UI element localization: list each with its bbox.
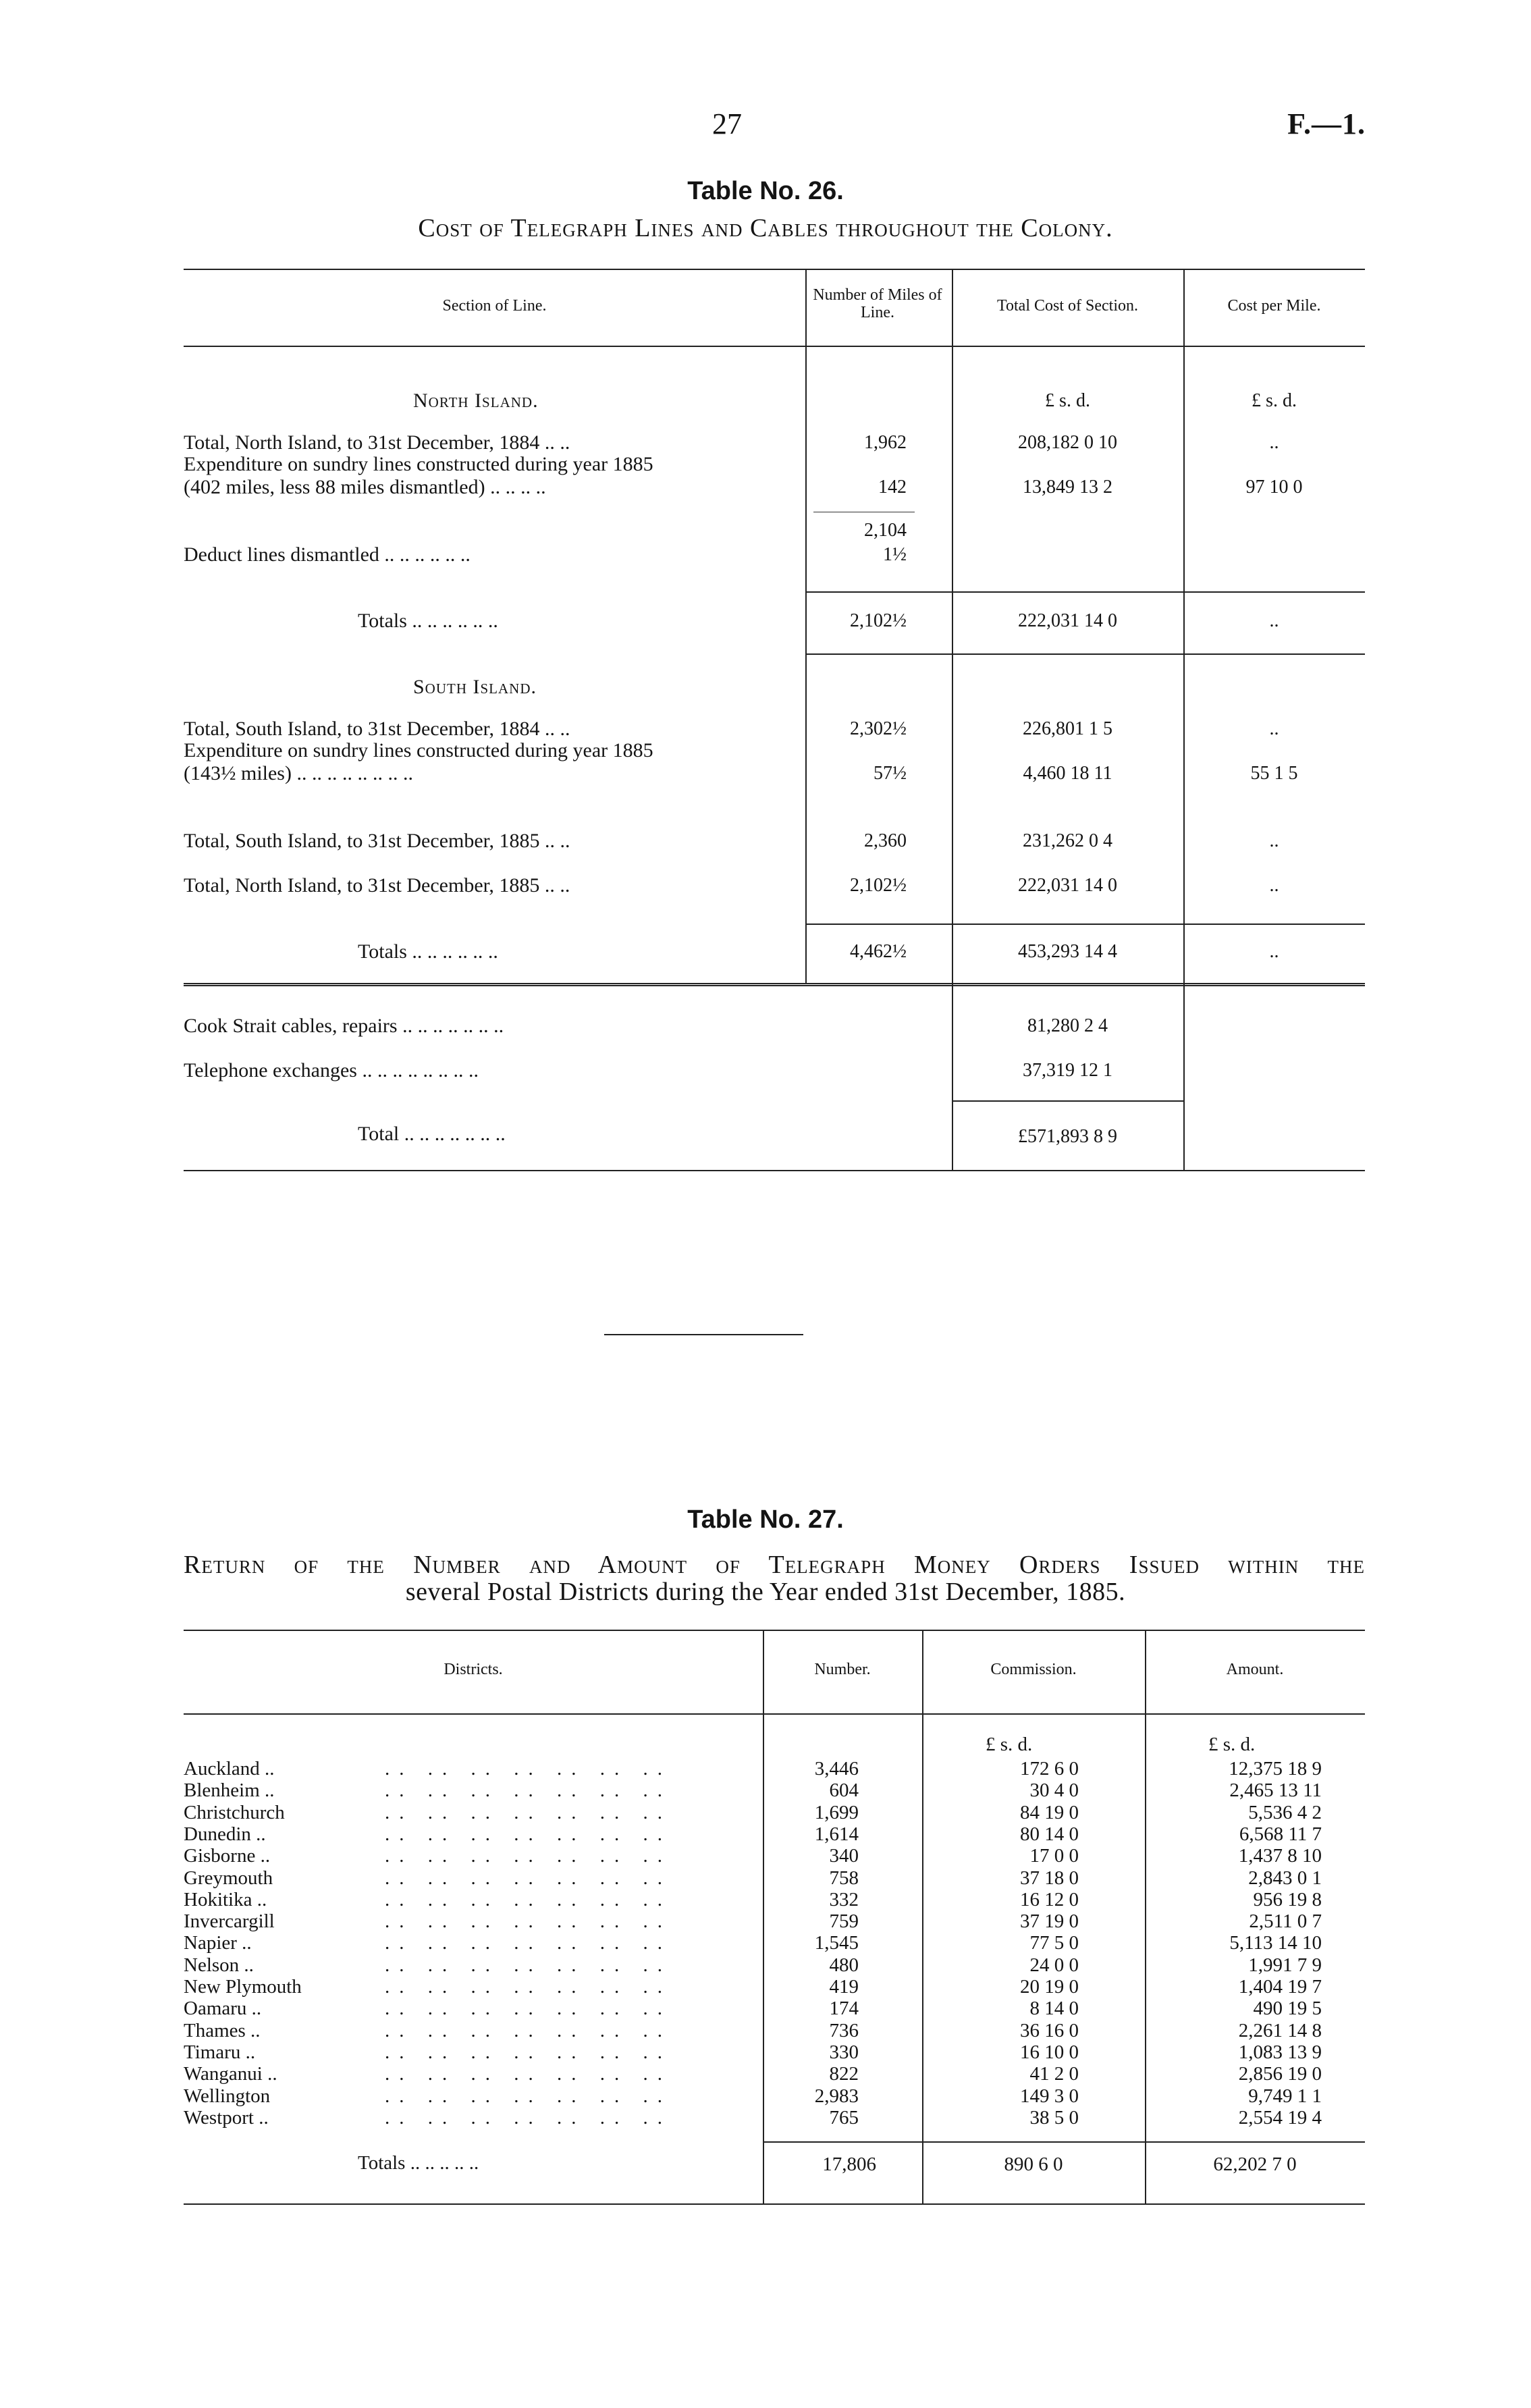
table27-totals-rule: [763, 2141, 1365, 2143]
amount-cell: 12,375 18 9: [1229, 1758, 1322, 1780]
per-mile-cell: ..: [1269, 610, 1279, 631]
table27-header-rule: [184, 1713, 1365, 1715]
per-mile-cell: ..: [1269, 875, 1279, 896]
totals-commission: 890 6 0: [1004, 2153, 1063, 2175]
row-label: Cook Strait cables, repairs .. .. .. .. .. .. ..: [184, 1015, 504, 1037]
table27-subtitle-line2: several Postal Districts during the Year ended 31st December, 1885.: [405, 1578, 1126, 1606]
number-cell: 1,614: [814, 1823, 859, 1845]
amount-cell: 1,404 19 7: [1238, 1976, 1322, 1998]
row-label: Total, North Island, to 31st December, 1884 .. ..: [184, 431, 570, 454]
per-mile-cell: 55 1 5: [1250, 763, 1298, 784]
amount-cell: 956 19 8: [1253, 1889, 1322, 1910]
amount-cell: 5,113 14 10: [1229, 1932, 1322, 1954]
number-cell: 332: [829, 1889, 859, 1910]
cost-cell: 231,262 0 4: [1023, 830, 1112, 851]
table26-double-rule: [184, 983, 1365, 986]
row-label: Telephone exchanges .. .. .. .. .. .. .. ..: [184, 1059, 479, 1081]
number-cell: 480: [829, 1954, 859, 1976]
table27-bottom-rule: [184, 2203, 1365, 2205]
dot-leader: .. .. .. .. .. .. ..: [385, 1976, 672, 1998]
commission-cell: 37 19 0: [1020, 1910, 1079, 1932]
district-name: Oamaru ..: [184, 1998, 262, 2019]
cost-cell: 4,460 18 11: [1023, 763, 1112, 784]
commission-cell: 41 2 0: [1029, 2063, 1079, 2085]
district-name: Hokitika ..: [184, 1889, 267, 1910]
commission-cell: 77 5 0: [1029, 1932, 1079, 1954]
grand-total-label: Total .. .. .. .. .. .. ..: [358, 1123, 506, 1145]
number-cell: 822: [829, 2063, 859, 2085]
district-name: Westport ..: [184, 2107, 269, 2129]
amount-cell: 2,856 19 0: [1238, 2063, 1322, 2085]
row-label: Total, South Island, to 31st December, 1885 .. ..: [184, 830, 570, 852]
amount-cell: 2,261 14 8: [1238, 2020, 1322, 2041]
row-label: (402 miles, less 88 miles dismantled) .. .. .. ..: [184, 476, 546, 498]
dot-leader: .. .. .. .. .. .. ..: [385, 2041, 672, 2063]
district-name: Wellington: [184, 2085, 271, 2107]
number-cell: 330: [829, 2041, 859, 2063]
cost-cell: 208,182 0 10: [1018, 432, 1117, 453]
district-name: Gisborne ..: [184, 1845, 271, 1867]
page-number: 27: [712, 107, 742, 140]
amount-cell: 2,511 0 7: [1249, 1910, 1322, 1932]
currency-header-total: £ s. d.: [1045, 390, 1090, 411]
miles-cell: 2,360: [864, 830, 907, 851]
dot-leader: .. .. .. .. .. .. ..: [385, 1954, 672, 1976]
totals-amount: 62,202 7 0: [1213, 2153, 1297, 2175]
row-label: Expenditure on sundry lines constructed during year 1885: [184, 739, 653, 761]
number-cell: 174: [829, 1998, 859, 2019]
amount-cell: 1,083 13 9: [1238, 2041, 1322, 2063]
number-cell: 759: [829, 1910, 859, 1932]
number-cell: 1,699: [814, 1802, 859, 1823]
dot-leader: .. .. .. .. .. .. ..: [385, 2063, 672, 2085]
table27-subtitle-line1: Return of the Number and Amount of Telegraph Money Orders Issued within the: [184, 1551, 1365, 1579]
currency-header-amount: £ s. d.: [1208, 1734, 1256, 1755]
district-name: Auckland ..: [184, 1758, 275, 1780]
commission-cell: 16 12 0: [1020, 1889, 1079, 1910]
amount-cell: 2,465 13 11: [1229, 1780, 1322, 1801]
miles-cell: 1½: [883, 544, 907, 565]
header-cost-per-mile: Cost per Mile.: [1227, 297, 1321, 315]
miles-cell: 2,102½: [850, 875, 907, 896]
cost-cell: 226,801 1 5: [1023, 718, 1112, 739]
totals-label: Totals .. .. .. .. ..: [358, 2152, 479, 2174]
commission-cell: 80 14 0: [1020, 1823, 1079, 1845]
commission-cell: 36 16 0: [1020, 2020, 1079, 2041]
miles-cell: 142: [878, 477, 907, 498]
separator-rule: [604, 1334, 803, 1335]
cost-cell: 37,319 12 1: [1023, 1060, 1112, 1081]
header-commission: Commission.: [990, 1661, 1077, 1678]
cost-cell: 453,293 14 4: [1018, 941, 1117, 962]
cost-cell: 222,031 14 0: [1018, 610, 1117, 631]
commission-cell: 24 0 0: [1029, 1954, 1079, 1976]
commission-cell: 84 19 0: [1020, 1802, 1079, 1823]
district-name: Dunedin ..: [184, 1823, 266, 1845]
dot-leader: .. .. .. .. .. .. ..: [385, 2085, 672, 2107]
table27-top-rule: [184, 1630, 1365, 1631]
row-label: Total, North Island, to 31st December, 1885 .. ..: [184, 874, 570, 897]
table27-title: Table No. 27.: [687, 1505, 844, 1534]
dot-leader: .. .. .. .. .. .. ..: [385, 1867, 672, 1889]
dot-leader: .. .. .. .. .. .. ..: [385, 1780, 672, 1801]
south-island-heading: South Island.: [413, 676, 537, 698]
commission-cell: 37 18 0: [1020, 1867, 1079, 1889]
commission-cell: 20 19 0: [1020, 1976, 1079, 1998]
header-districts: Districts.: [444, 1661, 503, 1678]
dot-leader: .. .. .. .. .. .. ..: [385, 1998, 672, 2019]
miles-cell: 2,302½: [850, 718, 907, 739]
table26-header-rule: [184, 346, 1365, 347]
header-section-of-line: Section of Line.: [442, 297, 547, 315]
currency-header-commission: £ s. d.: [986, 1734, 1033, 1755]
number-cell: 604: [829, 1780, 859, 1801]
dot-leader: .. .. .. .. .. .. ..: [385, 1802, 672, 1823]
commission-cell: 149 3 0: [1020, 2085, 1079, 2107]
dot-leader: .. .. .. .. .. .. ..: [385, 2107, 672, 2129]
cost-cell: 222,031 14 0: [1018, 875, 1117, 896]
row-label: Total, South Island, to 31st December, 1884 .. ..: [184, 718, 570, 740]
dot-leader: .. .. .. .. .. .. ..: [385, 2020, 672, 2041]
header-number: Number.: [814, 1661, 871, 1678]
district-name: Thames ..: [184, 2020, 261, 2041]
amount-cell: 490 19 5: [1253, 1998, 1322, 2019]
table26-section-rule: [805, 924, 1365, 925]
commission-cell: 38 5 0: [1029, 2107, 1079, 2129]
per-mile-cell: ..: [1269, 718, 1279, 739]
amount-cell: 2,554 19 4: [1238, 2107, 1322, 2129]
district-name: Christchurch: [184, 1802, 285, 1823]
number-cell: 2,983: [814, 2085, 859, 2107]
number-cell: 3,446: [814, 1758, 859, 1780]
district-name: New Plymouth: [184, 1976, 302, 1998]
table26-bottom-rule: [184, 1170, 1365, 1171]
commission-cell: 8 14 0: [1029, 1998, 1079, 2019]
amount-cell: 1,991 7 9: [1248, 1954, 1322, 1976]
header-total-cost: Total Cost of Section.: [997, 297, 1138, 315]
district-name: Napier ..: [184, 1932, 252, 1954]
dot-leader: .. .. .. .. .. .. ..: [385, 1845, 672, 1867]
currency-header-mile: £ s. d.: [1252, 390, 1297, 411]
district-name: Nelson ..: [184, 1954, 254, 1976]
row-label: Deduct lines dismantled .. .. .. .. .. ..: [184, 543, 471, 566]
amount-cell: 5,536 4 2: [1248, 1802, 1322, 1823]
per-mile-cell: ..: [1269, 432, 1279, 453]
amount-cell: 1,437 8 10: [1238, 1845, 1322, 1867]
commission-cell: 30 4 0: [1029, 1780, 1079, 1801]
number-cell: 736: [829, 2020, 859, 2041]
commission-cell: 16 10 0: [1020, 2041, 1079, 2063]
row-label: Totals .. .. .. .. .. ..: [358, 610, 498, 632]
row-label: Totals .. .. .. .. .. ..: [358, 940, 498, 963]
miles-cell: 57½: [874, 763, 907, 784]
grand-total-cost: £571,893 8 9: [1018, 1126, 1117, 1147]
table26-subtitle: Cost of Telegraph Lines and Cables throughout the Colony.: [418, 214, 1113, 242]
row-label: Expenditure on sundry lines constructed during year 1885: [184, 453, 653, 475]
per-mile-cell: ..: [1269, 941, 1279, 962]
cost-cell: 13,849 13 2: [1023, 477, 1112, 498]
table26-section-rule: [805, 653, 1365, 655]
amount-cell: 9,749 1 1: [1248, 2085, 1322, 2107]
per-mile-cell: 97 10 0: [1245, 477, 1303, 498]
header-miles: Number of Miles of Line.: [813, 286, 942, 321]
table26-title: Table No. 26.: [687, 177, 844, 205]
commission-cell: 172 6 0: [1020, 1758, 1079, 1780]
commission-cell: 17 0 0: [1029, 1845, 1079, 1867]
amount-cell: 6,568 11 7: [1239, 1823, 1322, 1845]
totals-number: 17,806: [822, 2153, 876, 2175]
number-cell: 758: [829, 1867, 859, 1889]
miles-cell: 1,962: [864, 432, 907, 453]
table26-top-rule: [184, 269, 1365, 270]
miles-cell: 2,104: [864, 520, 907, 541]
number-cell: 340: [829, 1845, 859, 1867]
number-cell: 1,545: [814, 1932, 859, 1954]
cost-cell: 81,280 2 4: [1027, 1015, 1108, 1036]
district-name: Wanganui ..: [184, 2063, 277, 2085]
header-amount: Amount.: [1226, 1661, 1284, 1678]
miles-cell: 2,102½: [850, 610, 907, 631]
row-label: (143½ miles) .. .. .. .. .. .. .. ..: [184, 762, 413, 784]
number-cell: 765: [829, 2107, 859, 2129]
table26-section-rule: [805, 591, 1365, 593]
per-mile-cell: ..: [1269, 830, 1279, 851]
north-island-heading: North Island.: [413, 390, 539, 412]
dot-leader: .. .. .. .. .. .. ..: [385, 1932, 672, 1954]
dot-leader: .. .. .. .. .. .. ..: [385, 1889, 672, 1910]
district-name: Greymouth: [184, 1867, 273, 1889]
district-name: Blenheim ..: [184, 1780, 275, 1801]
table26-section-rule: [952, 1100, 1183, 1102]
dot-leader: .. .. .. .. .. .. ..: [385, 1910, 672, 1932]
amount-cell: 2,843 0 1: [1248, 1867, 1322, 1889]
district-name: Timaru ..: [184, 2041, 256, 2063]
series-code: F.—1.: [1287, 107, 1366, 140]
dot-leader: .. .. .. .. .. .. ..: [385, 1823, 672, 1845]
dot-leader: .. .. .. .. .. .. ..: [385, 1758, 672, 1780]
district-name: Invercargill: [184, 1910, 275, 1932]
miles-cell: 4,462½: [850, 941, 907, 962]
number-cell: 419: [829, 1976, 859, 1998]
